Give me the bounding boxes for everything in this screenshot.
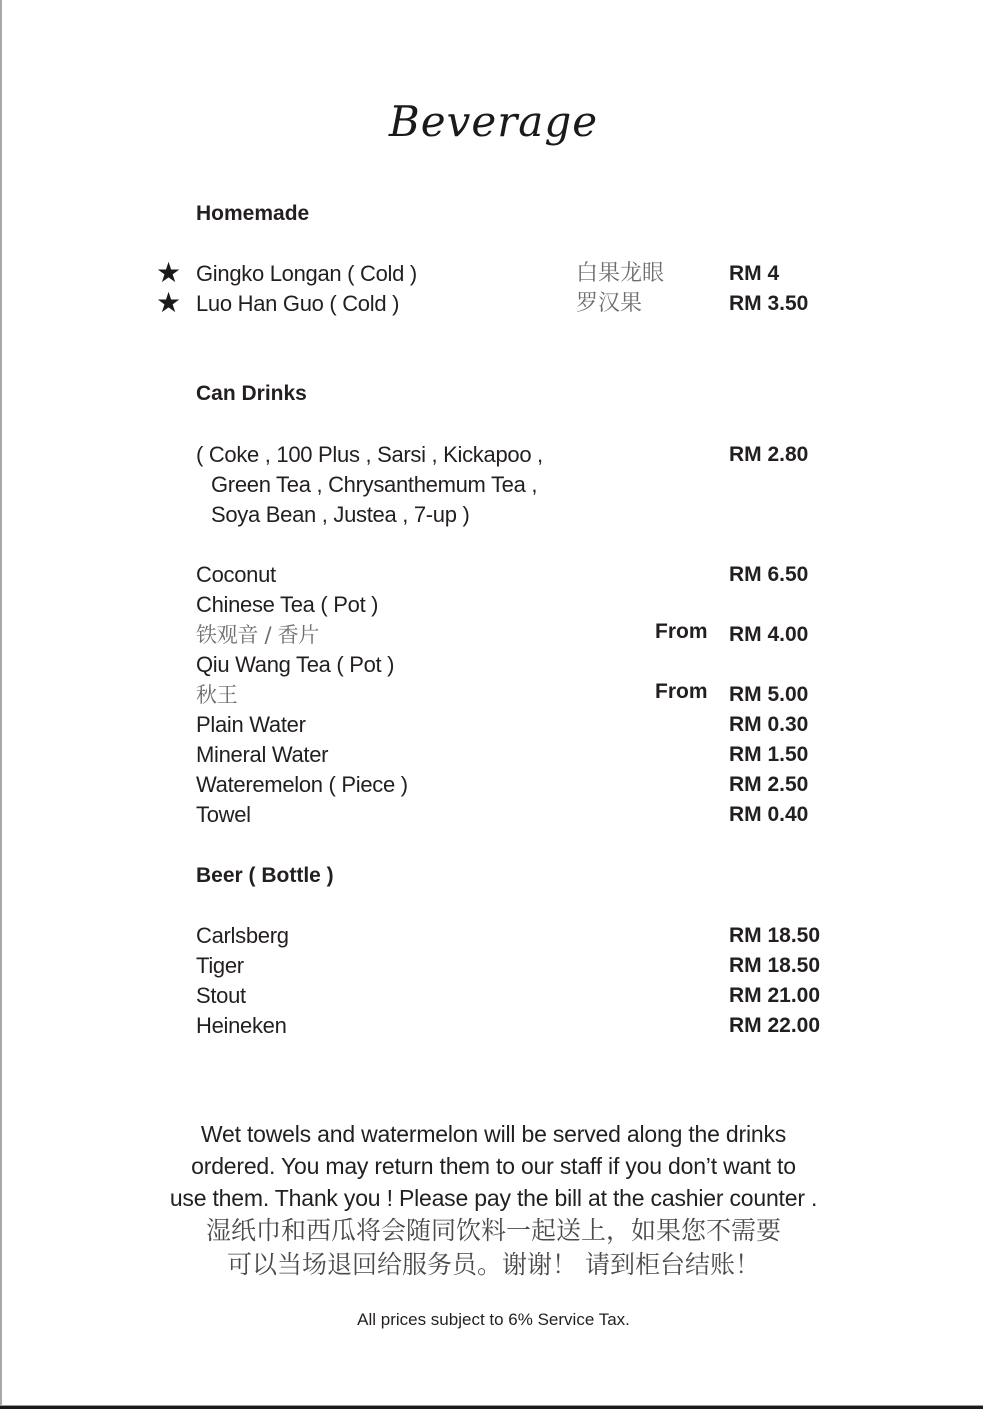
notice-line-zh: 可以当场退回给服务员。谢谢！ 请到柜台结账！ [227,1250,760,1279]
menu-item [196,710,856,740]
section-heading-homemade: Homemade [196,202,310,225]
item-name-chinese: 白果龙眼 [576,261,665,286]
item-name: Wateremelon ( Piece ) [196,772,408,797]
item-price: RM 4 [729,262,780,285]
menu-item [196,921,856,951]
item-name: Chinese Tea ( Pot ) [196,592,379,617]
notice-line-zh: 湿纸巾和西瓜将会随同饮料一起送上，如果您不需要 [205,1216,781,1245]
item-price: RM 0.30 [729,713,809,736]
menu-item-can-drinks-bundle-cont [196,500,856,530]
item-price: RM 0.40 [729,803,809,826]
item-name: Qiu Wang Tea ( Pot ) [196,652,395,677]
menu-item [196,770,856,800]
item-name-chinese: 铁观音 / 香片 [196,623,320,647]
notice-line-en: use them. Thank you ! Please pay the bill at the cashier counter . [169,1185,818,1211]
item-name: Luo Han Guo ( Cold ) [196,291,400,316]
star-icon: ★ [156,257,182,288]
item-price: RM 3.50 [729,292,809,315]
item-price: RM 2.80 [729,443,809,466]
menu-item-can-drinks-bundle [196,440,856,470]
menu-item [196,951,856,981]
item-name: Stout [196,983,246,1008]
item-price: RM 6.50 [729,563,809,586]
item-price: RM 18.50 [729,924,821,947]
menu-item [156,257,856,289]
price-prefix: From [655,620,708,643]
item-name: Carlsberg [196,923,289,948]
menu-item [196,800,856,830]
item-price: RM 4.00 [729,623,809,646]
menu-item [196,590,856,620]
menu-item [156,287,856,319]
page-title: Beverage [388,97,599,146]
page-bottom-border [0,1405,983,1409]
menu-item [196,1011,856,1041]
item-name: Gingko Longan ( Cold ) [196,261,417,286]
item-price: RM 5.00 [729,683,809,706]
item-name: Plain Water [196,712,306,737]
menu-item [196,560,856,590]
section-heading-can-drinks: Can Drinks [196,382,307,405]
item-name: Tiger [196,953,244,978]
item-price: RM 21.00 [729,984,821,1007]
item-name: Coconut [196,562,276,587]
item-name-line: Green Tea , Chrysanthemum Tea , [211,472,538,497]
menu-item [196,650,856,680]
item-price: RM 1.50 [729,743,809,766]
item-name-chinese: 罗汉果 [576,291,643,316]
item-price: RM 18.50 [729,954,821,977]
menu-item [196,981,856,1011]
price-prefix: From [655,680,708,703]
tax-note: All prices subject to 6% Service Tax. [357,1310,630,1329]
item-name: Mineral Water [196,742,329,767]
star-icon: ★ [156,287,182,318]
section-heading-beer: Beer ( Bottle ) [196,864,334,887]
menu-item-can-drinks-bundle-cont [196,470,856,500]
item-name-line: ( Coke , 100 Plus , Sarsi , Kickapoo , [196,442,543,467]
item-name: Heineken [196,1013,287,1038]
notice-line-en: ordered. You may return them to our staff if you don’t want to [191,1153,796,1179]
item-name: Towel [196,802,251,827]
item-name-line: Soya Bean , Justea , 7-up ) [211,502,470,527]
menu-item [196,740,856,770]
item-price: RM 2.50 [729,773,809,796]
item-price: RM 22.00 [729,1014,821,1037]
menu-item [196,680,856,710]
notice-line-en: Wet towels and watermelon will be served along the drinks [200,1121,787,1147]
menu-item [196,620,856,650]
item-name-chinese: 秋王 [196,683,238,707]
